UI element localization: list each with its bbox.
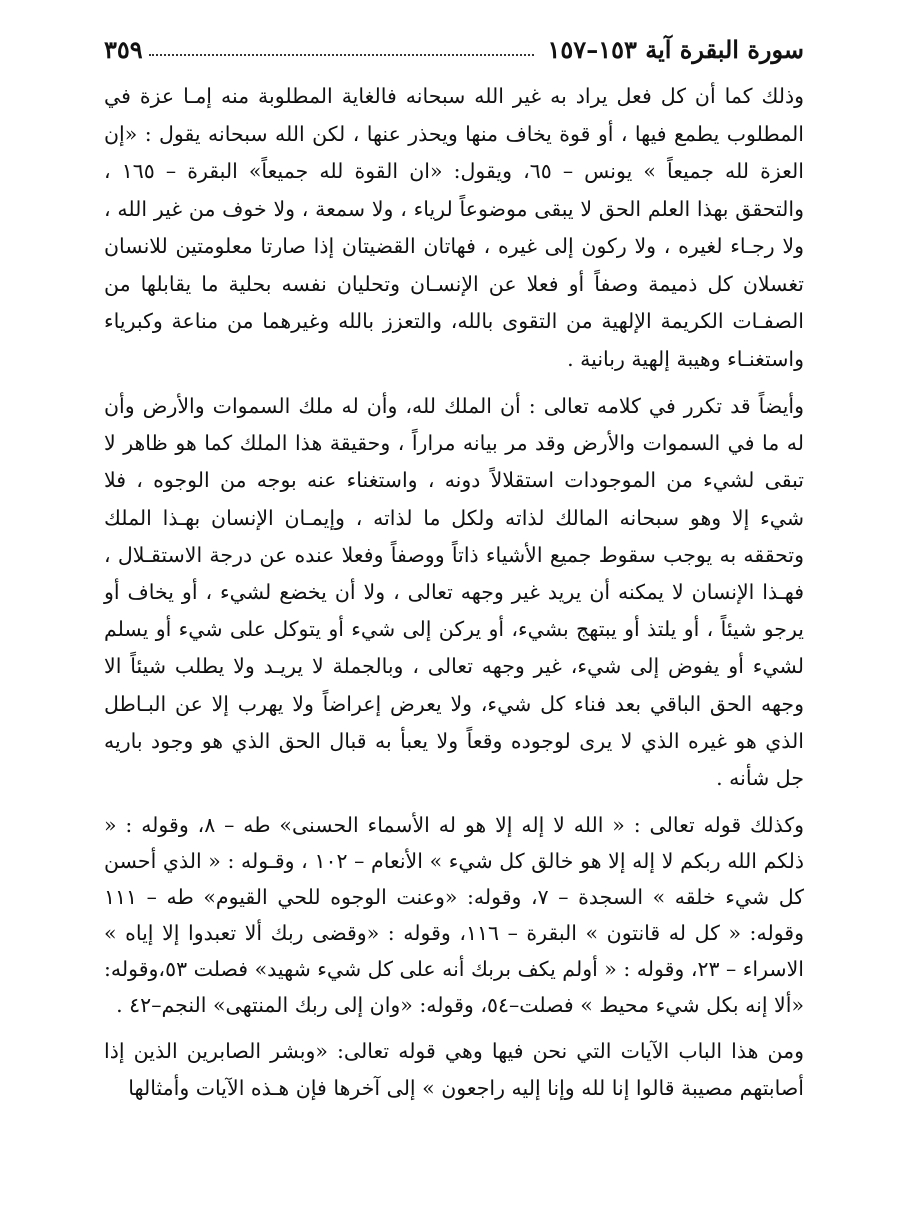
page-body <box>104 78 804 1107</box>
paragraph: وكذلك قوله تعالى : « الله لا إله إلا هو له الأسماء الحسنى» طه – ٨، وقوله : « ذلكم الله ربكم لا إله إلا هو خالق كل شيء » الأنعام – ١٠٢ ، وقـوله : « الذي أحسن كل شيء خلقه » السجدة – ٧، وقوله: «وعنت الوجوه للحي القيوم» طه – ١١١ وقوله: « كل له قانتون » البقرة – ١١٦، وقوله : «وقضى ربك ألا تعبدوا إلا إياه » الاسراء – ٢٣، وقوله : « أولم يكف بربك أنه على كل شيء شهيد» فصلت ٥٣،وقوله: «ألا إنه بكل شيء محيط » فصلت–٥٤، وقوله: «وان إلى ربك المنتهى» النجم–٤٢ . <box>104 813 804 1018</box>
page-header <box>104 30 804 64</box>
page-number: ٣٥٩ <box>104 35 143 64</box>
paragraph: ومن هذا الباب الآيات التي نحن فيها وهي قوله تعالى: «وبشر الصابرين الذين إذا أصابتهم مصيبة قالوا إنا لله وإنا إليه راجعون » إلى آخرها فإن هـذه الآيات وأمثالها <box>104 1039 804 1101</box>
paragraph: وأيضاً قد تكرر في كلامه تعالى : أن الملك لله، وأن له ملك السموات والأرض وأن له ما في السموات والأرض وقد مر بيانه مراراً ، وحقيقة هذا الملك كما هو ظاهر لا تبقى لشيء من الموجودات استقلالاً دونه ، واستغناء عنه بوجه من الوجوه ، فلا شيء إلا وهو سبحانه المالك لذاته ولكل ما لذاته ، وإيمـان الإنسان بهـذا الملك وتحققه به يوجب سقوط جميع الأشياء ذاتاً ووصفاً وفعلا عنده عن درجة الاستقـلال ، فهـذا الإنسان لا يمكنه أن يريد غير وجهه تعالى ، ولا أن يخضع لشيء ، أو يخاف أو يرجو شيئاً ، أو يلتذ أو يبتهج بشيء، أو يركن إلى شيء أو يتوكل على شيء أو يسلم لشيء أو يفوض إلى شيء، غير وجهه تعالى ، وبالجملة لا يريـد ولا يطلب شيئاً الا وجهه الحق الباقي بعد فناء كل شيء، ولا يعرض إعراضاً ولا يهرب إلا عن البـاطل الذي هو غيره الذي لا يرى لوجوده وقعاً ولا يعبأ به قبال الحق الذي هو وجود باريه جل شأنه . <box>104 394 804 791</box>
header-dotted-leader <box>149 54 534 56</box>
paragraph: وذلك كما أن كل فعل يراد به غير الله سبحانه فالغاية المطلوبة منه إمـا عزة في المطلوب يطمع فيها ، أو قوة يخاف منها ويحذر عنها ، لكن الله سبحانه يقول : «إن العزة لله جميعاً » يونس – ٦٥، ويقول: «ان القوة لله جميعاً» البقرة – ١٦٥ ، والتحقق بهذا العلم الحق لا يبقى موضوعاً لرياء ، ولا سمعة ، ولا خوف من غير الله ، ولا رجـاء لغيره ، ولا ركون إلى غيره ، فهاتان القضيتان إذا صارتا معلومتين للانسان تغسلان كل ذميمة وصفاً أو فعلا عن الإنسـان وتحليان نفسه بحلية ما يقابلها من الصفـات الكريمة الإلهية من التقوى بالله، والتعزز بالله وغيرهما من مناعة وكبرياء واستغنـاء وهيبة إلهية ربانية . <box>104 84 804 371</box>
running-head-title: سورة البقرة آية ١٥٣–١٥٧ <box>547 35 804 64</box>
